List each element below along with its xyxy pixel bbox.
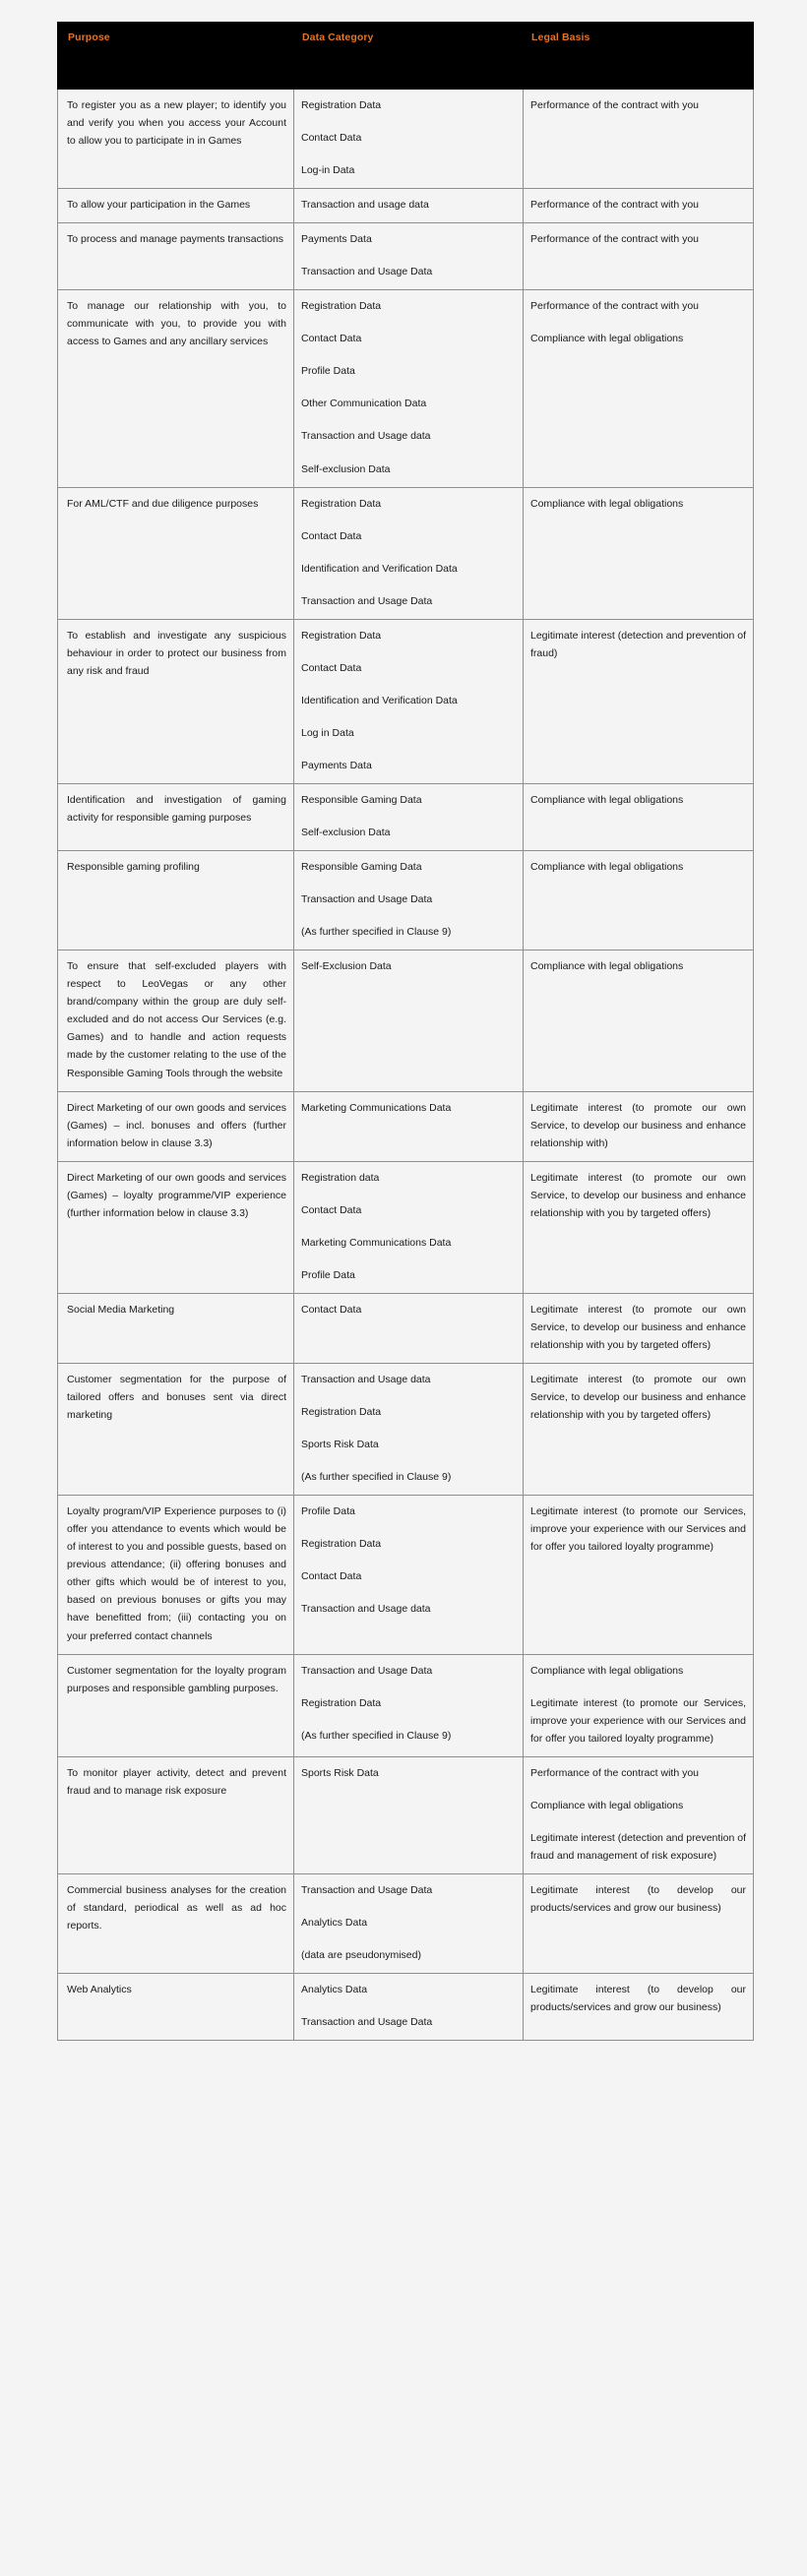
data_category-paragraph: Self-exclusion Data	[301, 827, 391, 839]
cell-data_category	[294, 1654, 524, 1756]
data_category-paragraph: Transaction and Usage Data	[301, 1883, 433, 1896]
cell-legal_basis	[524, 851, 754, 951]
table-row	[58, 1756, 754, 1873]
purpose-paragraph: Identification and investigation of gaming activity for responsible gaming purposes	[67, 793, 286, 825]
cell-purpose	[58, 1364, 294, 1496]
cell-data_category	[294, 189, 524, 223]
cell-purpose	[58, 1496, 294, 1654]
data_category-paragraph: Transaction and usage data	[301, 199, 429, 212]
cell-data_category	[294, 1756, 524, 1873]
data_category-paragraph: Registration data	[301, 1171, 380, 1184]
table-row	[58, 1364, 754, 1496]
data_category-paragraph: Sports Risk Data	[301, 1439, 379, 1451]
table-header-row	[58, 23, 754, 90]
cell-legal_basis	[524, 290, 754, 487]
data_category-paragraph: Log in Data	[301, 726, 354, 739]
data_category-paragraph: (data are pseudonymised)	[301, 1949, 421, 1962]
data_category-paragraph: Profile Data	[301, 365, 355, 378]
table-row	[58, 1091, 754, 1161]
legal_basis-paragraph: Performance of the contract with you	[530, 1766, 699, 1779]
purpose-paragraph: To manage our relationship with you, to communicate with you, to provide you with access to Games and any ancillary services	[67, 300, 286, 348]
data_category-paragraph: Contact Data	[301, 1570, 362, 1583]
purpose-data-legalbasis-table	[57, 22, 754, 2041]
legal_basis-paragraph: Legitimate interest (to develop our products/services and grow our business)	[530, 1984, 746, 2014]
legal_basis-paragraph: Compliance with legal obligations	[530, 497, 684, 510]
cell-purpose	[58, 189, 294, 223]
purpose-paragraph: Direct Marketing of our own goods and services (Games) – loyalty programme/VIP experience (further information below in clause 3.3)	[67, 1171, 286, 1219]
data_category-paragraph: Registration Data	[301, 99, 382, 111]
cell-purpose	[58, 1654, 294, 1756]
legal_basis-paragraph: Performance of the contract with you	[530, 300, 699, 313]
legal_basis-paragraph: Legitimate interest (to develop our products/services and grow our business)	[530, 1883, 746, 1914]
table-body	[58, 90, 754, 2041]
column-header-legal-basis: Legal Basis	[524, 23, 754, 90]
cell-purpose	[58, 487, 294, 619]
legal_basis-paragraph: Compliance with legal obligations	[530, 333, 684, 345]
data_category-paragraph: Profile Data	[301, 1268, 355, 1281]
legal_basis-paragraph: Performance of the contract with you	[530, 199, 699, 212]
data_category-paragraph: Contact Data	[301, 529, 362, 542]
data_category-paragraph: Sports Risk Data	[301, 1766, 379, 1779]
data_category-paragraph: Registration Data	[301, 1406, 382, 1419]
cell-legal_basis	[524, 783, 754, 850]
table-row	[58, 487, 754, 619]
cell-data_category	[294, 1091, 524, 1161]
data_category-paragraph: Responsible Gaming Data	[301, 861, 422, 874]
column-header-data-category: Data Category	[294, 23, 524, 90]
data_category-paragraph: Contact Data	[301, 1303, 362, 1316]
table-row	[58, 851, 754, 951]
data_category-paragraph: Transaction and Usage data	[301, 430, 431, 443]
cell-legal_basis	[524, 90, 754, 189]
cell-data_category	[294, 1873, 524, 1973]
data_category-paragraph: Transaction and Usage Data	[301, 266, 433, 278]
cell-legal_basis	[524, 223, 754, 290]
data_category-paragraph: Contact Data	[301, 1203, 362, 1216]
data_category-paragraph: Transaction and Usage Data	[301, 2016, 433, 2029]
cell-purpose	[58, 951, 294, 1091]
legal_basis-paragraph: Compliance with legal obligations	[530, 960, 684, 973]
data_category-paragraph: Identification and Verification Data	[301, 694, 458, 706]
data_category-paragraph: Registration Data	[301, 629, 382, 642]
table-row	[58, 223, 754, 290]
data_category-paragraph: Log-in Data	[301, 164, 355, 177]
data_category-paragraph: Transaction and Usage Data	[301, 1664, 433, 1677]
data_category-paragraph: Marketing Communications Data	[301, 1101, 452, 1114]
purpose-paragraph: To monitor player activity, detect and prevent fraud and to manage risk exposure	[67, 1766, 286, 1797]
cell-data_category	[294, 1161, 524, 1293]
purpose-paragraph: Web Analytics	[67, 1984, 132, 1996]
purpose-paragraph: Loyalty program/VIP Experience purposes to (i) offer you attendance to events which would be of interest to you and possible guests, based on previous attendance; (ii) offering bonuses and other gifts which would be of interest to you, based on previous bonuses or gifts you may have benefitted from; (iii) contacting you on your preferred contact channels	[67, 1505, 286, 1642]
data_category-paragraph: Self-exclusion Data	[301, 462, 391, 475]
cell-data_category	[294, 851, 524, 951]
cell-data_category	[294, 90, 524, 189]
table-row	[58, 1496, 754, 1654]
legal_basis-paragraph: Legitimate interest (to promote our own Service, to develop our business and enhance relationship with)	[530, 1101, 746, 1149]
table-row	[58, 90, 754, 189]
cell-purpose	[58, 290, 294, 487]
cell-data_category	[294, 1293, 524, 1363]
cell-legal_basis	[524, 1974, 754, 2041]
data_category-paragraph: (As further specified in Clause 9)	[301, 1729, 452, 1742]
data_category-paragraph: Contact Data	[301, 661, 362, 674]
data_category-paragraph: Registration Data	[301, 1538, 382, 1551]
legal_basis-paragraph: Legitimate interest (detection and prevention of fraud and management of risk exposure)	[530, 1831, 746, 1862]
legal_basis-paragraph: Legitimate interest (to promote our Services, improve your experience with our Services and for offer you tailored loyalty programme)	[530, 1505, 746, 1554]
cell-legal_basis	[524, 1654, 754, 1756]
legal_basis-paragraph: Legitimate interest (to promote our own Service, to develop our business and enhance relationship with you by targeted offers)	[530, 1374, 746, 1422]
purpose-paragraph: To process and manage payments transactions	[67, 233, 284, 246]
data_category-paragraph: Responsible Gaming Data	[301, 793, 422, 806]
legal_basis-paragraph: Compliance with legal obligations	[530, 793, 684, 806]
purpose-paragraph: Customer segmentation for the purpose of tailored offers and bonuses sent via direct marketing	[67, 1374, 286, 1422]
data_category-paragraph: Other Communication Data	[301, 398, 427, 410]
cell-legal_basis	[524, 1161, 754, 1293]
cell-legal_basis	[524, 951, 754, 1091]
data_category-paragraph: Transaction and Usage data	[301, 1603, 431, 1616]
data_category-paragraph: Identification and Verification Data	[301, 562, 458, 575]
data_category-paragraph: Contact Data	[301, 132, 362, 145]
legal_basis-paragraph: Legitimate interest (to promote our own Service, to develop our business and enhance relationship with you by targeted offers)	[530, 1171, 746, 1219]
cell-legal_basis	[524, 619, 754, 783]
cell-data_category	[294, 290, 524, 487]
purpose-paragraph: To register you as a new player; to identify you and verify you when you access your Account to allow you to participate in in Games	[67, 99, 286, 148]
cell-data_category	[294, 1364, 524, 1496]
table-row	[58, 1161, 754, 1293]
cell-data_category	[294, 951, 524, 1091]
cell-purpose	[58, 619, 294, 783]
data_category-paragraph: Profile Data	[301, 1505, 355, 1518]
column-header-purpose: Purpose	[58, 23, 294, 90]
data_category-paragraph: Registration Data	[301, 300, 382, 313]
table-row	[58, 1293, 754, 1363]
legal_basis-paragraph: Legitimate interest (to promote our own Service, to develop our business and enhance relationship with you by targeted offers)	[530, 1303, 746, 1351]
table-row	[58, 951, 754, 1091]
cell-data_category	[294, 1496, 524, 1654]
data_category-paragraph: Analytics Data	[301, 1917, 368, 1929]
cell-purpose	[58, 1161, 294, 1293]
purpose-paragraph: To establish and investigate any suspicious behaviour in order to protect our business from any risk and fraud	[67, 629, 286, 677]
cell-purpose	[58, 851, 294, 951]
cell-purpose	[58, 1293, 294, 1363]
purpose-paragraph: Social Media Marketing	[67, 1303, 175, 1316]
data_category-paragraph: Marketing Communications Data	[301, 1236, 452, 1249]
cell-legal_basis	[524, 1293, 754, 1363]
data_category-paragraph: Transaction and Usage Data	[301, 893, 433, 906]
cell-purpose	[58, 1873, 294, 1973]
data_category-paragraph: Contact Data	[301, 333, 362, 345]
cell-legal_basis	[524, 1364, 754, 1496]
table-row	[58, 619, 754, 783]
table-head	[58, 23, 754, 90]
cell-legal_basis	[524, 1756, 754, 1873]
table-row	[58, 783, 754, 850]
legal_basis-paragraph: Legitimate interest (detection and prevention of fraud)	[530, 629, 746, 659]
cell-data_category	[294, 487, 524, 619]
cell-purpose	[58, 223, 294, 290]
cell-purpose	[58, 90, 294, 189]
table-row	[58, 189, 754, 223]
table-row	[58, 1974, 754, 2041]
table-row	[58, 1873, 754, 1973]
legal_basis-paragraph: Compliance with legal obligations	[530, 1664, 684, 1677]
cell-data_category	[294, 1974, 524, 2041]
cell-legal_basis	[524, 1496, 754, 1654]
legal_basis-paragraph: Compliance with legal obligations	[530, 861, 684, 874]
cell-data_category	[294, 619, 524, 783]
data_category-paragraph: Transaction and Usage Data	[301, 594, 433, 607]
data_category-paragraph: Payments Data	[301, 233, 372, 246]
purpose-paragraph: Responsible gaming profiling	[67, 861, 200, 874]
data_category-paragraph: Transaction and Usage data	[301, 1374, 431, 1386]
cell-legal_basis	[524, 1873, 754, 1973]
data_category-paragraph: (As further specified in Clause 9)	[301, 926, 452, 939]
legal_basis-paragraph: Compliance with legal obligations	[530, 1799, 684, 1811]
cell-purpose	[58, 1091, 294, 1161]
purpose-paragraph: For AML/CTF and due diligence purposes	[67, 497, 259, 510]
data_category-paragraph: (As further specified in Clause 9)	[301, 1471, 452, 1484]
cell-purpose	[58, 1756, 294, 1873]
data_category-paragraph: Registration Data	[301, 1696, 382, 1709]
purpose-paragraph: Direct Marketing of our own goods and services (Games) – incl. bonuses and offers (further information below in clause 3.3)	[67, 1101, 286, 1149]
cell-data_category	[294, 223, 524, 290]
cell-legal_basis	[524, 487, 754, 619]
purpose-paragraph: To ensure that self-excluded players with respect to LeoVegas or any other brand/company within the group are duly self-excluded and do not access Our Services (e.g. Games) and to handle and action requests made by the customer relating to the use of the Responsible Gaming Tools through the website	[67, 960, 286, 1079]
legal_basis-paragraph: Performance of the contract with you	[530, 233, 699, 246]
legal_basis-paragraph: Legitimate interest (to promote our Services, improve your experience with our Services and for offer you tailored loyalty programme)	[530, 1696, 746, 1745]
cell-purpose	[58, 1974, 294, 2041]
purpose-paragraph: Customer segmentation for the loyalty program purposes and responsible gambling purposes.	[67, 1664, 286, 1694]
cell-legal_basis	[524, 189, 754, 223]
data_category-paragraph: Payments Data	[301, 759, 372, 771]
table-row	[58, 290, 754, 487]
purpose-paragraph: Commercial business analyses for the creation of standard, periodical as well as ad hoc reports.	[67, 1883, 286, 1932]
table-row	[58, 1654, 754, 1756]
data_category-paragraph: Registration Data	[301, 497, 382, 510]
cell-data_category	[294, 783, 524, 850]
legal_basis-paragraph: Performance of the contract with you	[530, 99, 699, 111]
data_category-paragraph: Analytics Data	[301, 1984, 368, 1996]
cell-legal_basis	[524, 1091, 754, 1161]
cell-purpose	[58, 783, 294, 850]
purpose-paragraph: To allow your participation in the Games	[67, 199, 251, 212]
data_category-paragraph: Self-Exclusion Data	[301, 960, 392, 973]
